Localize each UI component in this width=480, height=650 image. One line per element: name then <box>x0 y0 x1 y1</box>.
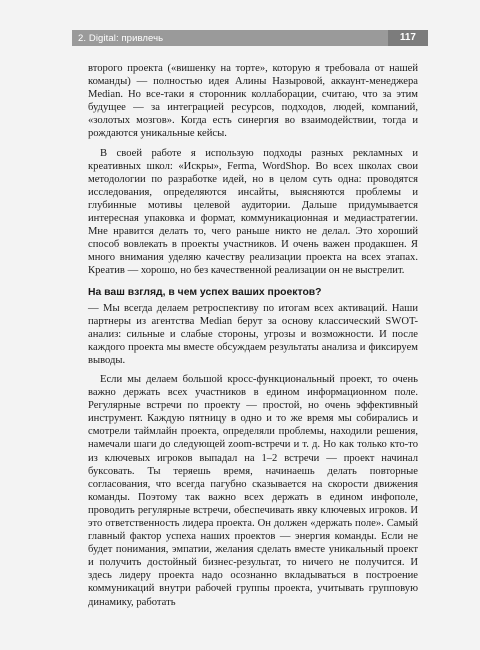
paragraph-2: В своей работе я использую подходы разных рекламных и креативных школ: «Искры», Ferma, WordShop. Во всех школах свои методологии по разработке идей, но в целом суть одна: проводятся исследования, определяются инсайты, выясняются проблемы и глубинные мотивы целевой аудитории. Дальше придумывается интересная упаковка и формат, коммуникационная и медиастратегии. Мне нравится делать то, чего раньше никто не делал. Это хороший способ вовлекать в проекты участников. И очень важен продакшен. Я много внимания уделяю качеству реализации проекта на всех этапах. Креатив — хорошо, но без качественной реализации он не выстрелит. <box>88 147 418 277</box>
interview-question: На ваш взгляд, в чем успех ваших проектов? <box>88 286 322 298</box>
page-number: 117 <box>388 30 428 46</box>
paragraph-1: второго проекта («вишенку на торте», которую я требовала от нашей команды) — полностью идея Алины Назыровой, аккаунт-менеджера Median. Но все-таки я сторонник коллаборации, считаю, что за этим будущее — за интеграцией ресурсов, подходов, людей, компаний, «золотых мозгов». Когда есть синергия во взаимодействии, тогда и рождаются уникальные кейсы. <box>88 63 418 140</box>
running-header <box>72 30 428 46</box>
paragraph-3: — Мы всегда делаем ретроспективу по итогам всех активаций. Наши партнеры из агентства Median берут за основу классический SWOT-анализ: сильные и слабые стороны, угрозы и возможности. И после каждого проекта мы вместе обсуждаем результаты анализа и фиксируем выводы. <box>88 302 418 366</box>
page-body <box>88 62 418 615</box>
section-title: 2. Digital: привлечь <box>78 32 164 44</box>
paragraph-4: Если мы делаем большой кросс-функциональный проект, то очень важно держать всех участников в едином информационном поле. Регулярные встречи по проекту — простой, но очень эффективный инструмент. Каждую пятницу в одно и то же время мы собирались и смотрели таймлайн проекта, определяли проблемы, находили решения, намечали шаги до следующей zoom-встречи и т. д. Но как только кто-то из ключевых игроков выпадал на 1–2 встречи — проект начинал буксовать. Ты теряешь время, начинаешь делать повторные согласования, что всегда пагубно сказывается на скорости движения команды. Поэтому так важно всех держать в едином инфополе, проводить регулярные встречи, обеспечивать явку ключевых игроков. И это ответственность лидера проекта. Он должен «держать поле». Самый главный фактор успеха наших проектов — энергия команды. Если не будет понимания, эмпатии, желания сделать вместе уникальный проект и получить достойный бизнес-результат, то ничего не получится. И здесь лидеру проекта надо осознанно вкладываться в построение коммуникаций внутри рабочей группы проекта, учитывать групповую динамику, работать <box>88 373 418 608</box>
